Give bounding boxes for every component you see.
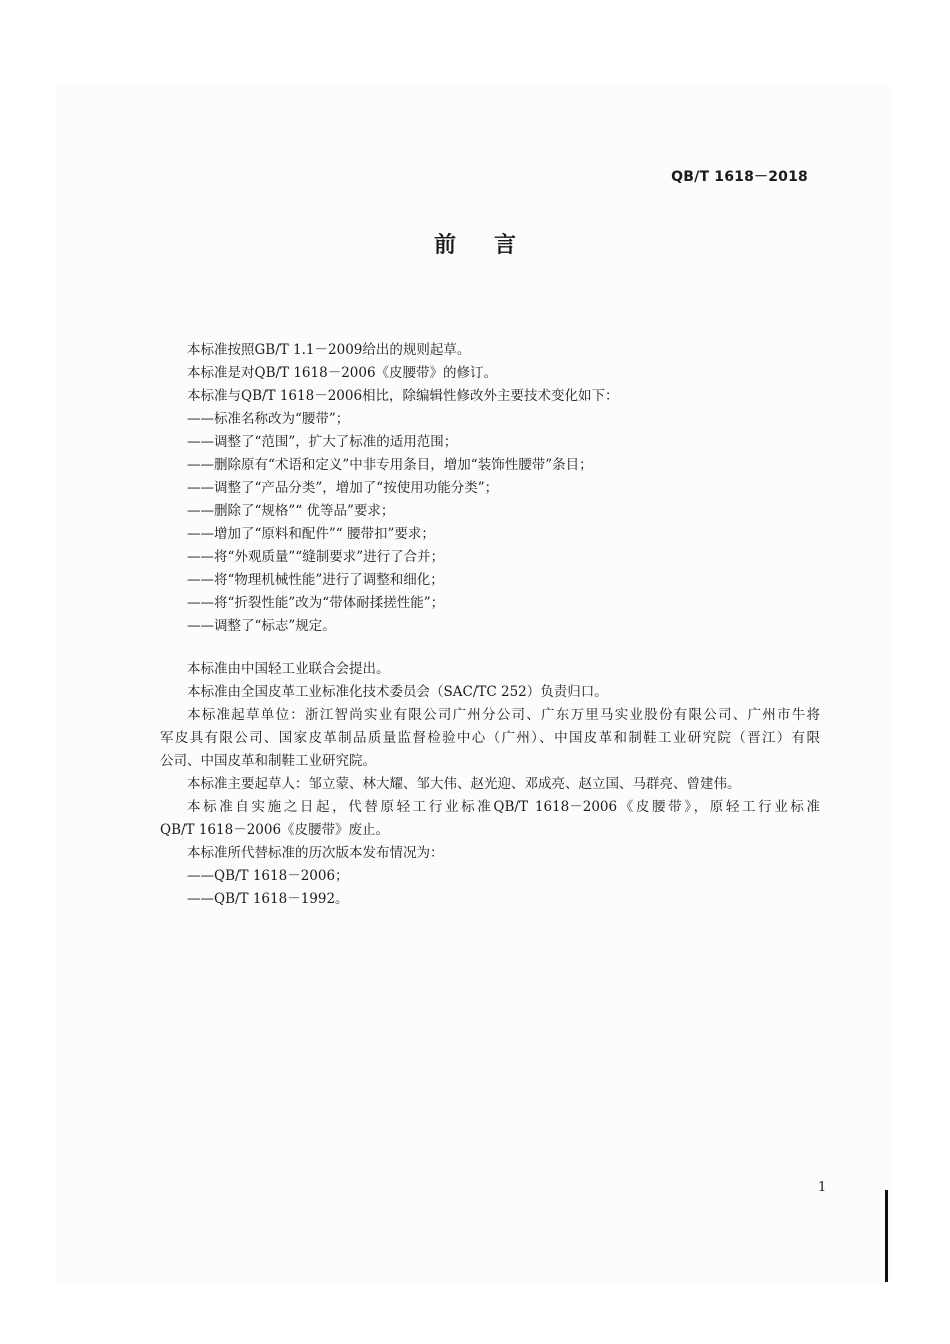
history-item: ——QB/T 1618－1992。 — [187, 891, 349, 907]
change-item: ——删除了“规格”“ 优等品”要求； — [187, 503, 395, 519]
change-item: ——将“物理机械性能”进行了调整和细化； — [187, 572, 444, 588]
paragraph-replacement-line-2: QB/T 1618－2006《皮腰带》废止。 — [160, 822, 390, 838]
paragraph-drafting-units-line-2: 军皮具有限公司、国家皮革制品质量监督检验中心（广州）、中国皮革和制鞋工业研究院（晋江）有限 — [160, 730, 820, 746]
change-item: ——标准名称改为“腰带”； — [187, 411, 350, 427]
paragraph-main-drafters: 本标准主要起草人：邹立蒙、林大耀、邹大伟、赵光迎、邓成亮、赵立国、马群亮、曾建伟。 — [187, 776, 741, 792]
change-item: ——将“外观质量”“缝制要求”进行了合并； — [187, 549, 445, 565]
paragraph-revision-of: 本标准是对QB/T 1618－2006《皮腰带》的修订。 — [187, 365, 498, 381]
paragraph-drafting-rules: 本标准按照GB/T 1.1－2009给出的规则起草。 — [187, 342, 471, 358]
change-item: ——调整了“范围”，扩大了标准的适用范围； — [187, 434, 458, 450]
change-item: ——增加了“原料和配件”“ 腰带扣”要求； — [187, 526, 435, 542]
paragraph-drafting-units-line-3: 公司、中国皮革和制鞋工业研究院。 — [160, 753, 376, 769]
paragraph-proposed-by: 本标准由中国轻工业联合会提出。 — [187, 661, 390, 677]
paragraph-history-intro: 本标准所代替标准的历次版本发布情况为： — [187, 845, 444, 861]
change-item: ——调整了“产品分类”，增加了“按使用功能分类”； — [187, 480, 499, 496]
paragraph-gap — [160, 638, 820, 658]
page-title: 前言 — [433, 233, 554, 258]
scan-edge-mark — [885, 1190, 888, 1282]
page-number: 1 — [818, 1180, 827, 1195]
paragraph-changes-intro: 本标准与QB/T 1618－2006相比，除编辑性修改外主要技术变化如下： — [187, 388, 619, 404]
change-item: ——删除原有“术语和定义”中非专用条目，增加“装饰性腰带”条目； — [187, 457, 593, 473]
paragraph-drafting-units-line-1: 本标准起草单位：浙江智尚实业有限公司广州分公司、广东万里马实业股份有限公司、广州市牛将 — [187, 707, 820, 723]
foreword-body — [160, 339, 820, 911]
paragraph-administered-by: 本标准由全国皮革工业标准化技术委员会（SAC/TC 252）负责归口。 — [187, 684, 608, 700]
history-item: ——QB/T 1618－2006； — [187, 868, 349, 884]
standard-code: QB/T 1618－2018 — [671, 169, 808, 185]
change-item: ——将“折裂性能”改为“带体耐揉搓性能”； — [187, 595, 445, 611]
change-item: ——调整了“标志”规定。 — [187, 618, 336, 634]
paragraph-replacement-line-1: 本标准自实施之日起，代替原轻工行业标准QB/T 1618－2006《皮腰带》，原轻工行业标准 — [187, 799, 820, 815]
